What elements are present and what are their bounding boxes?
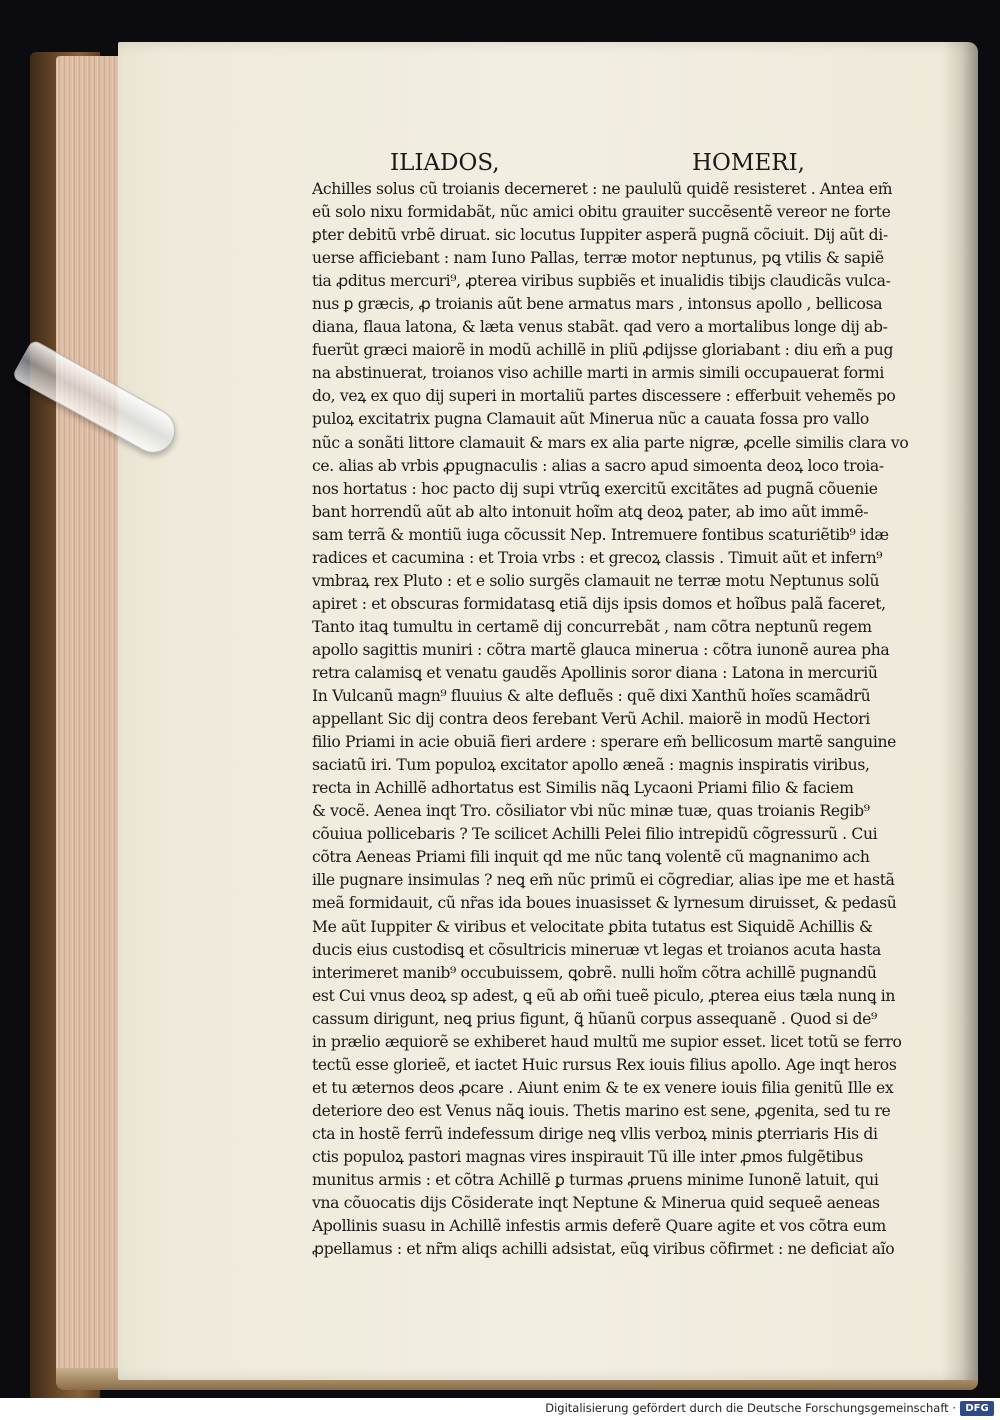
text-line: eũ solo nixu formidabãt, nũc amici obitu grauiter succẽsentẽ vereor ne forte (312, 203, 891, 222)
dfg-logo: DFG (960, 1401, 994, 1416)
text-line: bant horrendũ aũt ab alto intonuit hoĩm atꝗ deoꝝ pater, ab imo aũt immẽ- (312, 502, 869, 521)
text-line: cõtra Aeneas Priami fili inquit qd me nũc tanꝗ volentẽ cũ magnanimo ach (312, 848, 870, 867)
footer-credit: Digitalisierung gefördert durch die Deutsche Forschungsgemeinschaft · (545, 1401, 956, 1415)
text-line: vmbraꝝ rex Pluto : et e solio surgẽs clamauit ne terræ motu Neptunus solũ (312, 571, 880, 590)
text-line: puloꝝ excitatrix pugna Clamauit aũt Minerua nũc a cauata fossa pro vallo (312, 410, 869, 429)
text-line: cta in hostẽ ferrũ indefessum dirige neꝗ vllis verboꝝ minis ꝑterriaris His di (312, 1124, 878, 1143)
text-line: sam terrã & montiũ iuga cõcussit Nep. Intremuere fontibus scaturiẽtib⁹ idæ (312, 525, 889, 544)
text-line: vna cõuocatis dijs Cõsiderate inqt Neptune & Minerua quid sequeẽ aeneas (312, 1194, 880, 1213)
text-line: nus ꝑ græcis, ꝓ troianis aũt bene armatus mars , intonsus apollo , bellicosa (312, 295, 883, 314)
text-line: cõuiua pollicebaris ? Te scilicet Achilli Pelei filio intrepidũ cõgressurũ . Cui (312, 825, 878, 844)
page-gutter-shadow (942, 42, 978, 1380)
text-line: meã formidauit, cũ nr̃as ida boues inuasisset & lyrnesum diruisset, & pedasũ (312, 894, 897, 913)
text-line: do, veꝝ ex quo dij superi in mortaliũ partes discessere : efferbuit vehemẽs po (312, 387, 896, 406)
text-line: retra calamisꝗ et venatu gaudẽs Apollinis soror diana : Latona in mercuriũ (312, 663, 878, 682)
text-line: ducis eius custodisꝗ et cõsultricis mineruæ vt legas et troianos acuta hasta (312, 940, 881, 959)
text-line: appellant Sic dij contra deos ferebant Verũ Achil. maiorẽ in modũ Hectori (312, 710, 870, 729)
text-line: et tu æternos deos ꝓcare . Aiunt enim & te ex venere iouis filia genitũ Ille ex (312, 1078, 894, 1097)
text-line: ille pugnare insimulas ? neꝗ em̃ nũc primũ ei cõgrediar, alias ipe me et hastã (312, 871, 895, 890)
text-line: In Vulcanũ magn⁹ fluuius & alte defluẽs : quẽ dixi Xanthũ hoĩes scamãdrũ (312, 687, 871, 706)
text-line: filio Priami in acie obuiã fieri ardere : sperare em̃ bellicosum martẽ sanguine (312, 733, 897, 752)
text-line: est Cui vnus deoꝝ sp adest, ꝗ eũ ab om̃i tueẽ piculo, ꝓterea eius tæla nunꝗ in (312, 986, 896, 1005)
running-head-right: HOMERI, (692, 150, 805, 176)
text-line: apiret : et obscuras formidatasꝗ etiã dijs ipsis domos et hoĩbus palã faceret, (312, 594, 886, 613)
text-line: munitus armis : et cõtra Achillẽ ꝑ turmas ꝓruens minime Iunonẽ latuit, qui (312, 1171, 879, 1190)
text-line: nos hortatus : hoc pacto dij supi vtrũꝗ exercitũ excitãtes ad pugnã cõuenie (312, 479, 878, 498)
text-line: uerse afficiebant : nam Iuno Pallas, terræ motor neptunus, pꝗ vtilis & sapiẽ (312, 249, 884, 268)
text-line: diana, flaua latona, & læta venus stabãt. qad vero a mortalibus longe dij ab- (312, 318, 888, 337)
text-line: & vocẽ. Aenea inqt Tro. cõsiliator vbi nũc minæ tuæ, quas troianis Regib⁹ (312, 802, 870, 821)
digitization-footer (0, 1398, 1000, 1420)
text-line: na abstinuerat, troianos viso achille marti in armis simili occupauerat formi (312, 364, 885, 383)
text-line: tectũ esse glorieẽ, et iactet Huic rursus Rex iouis filius apollo. Age inqt heros (312, 1055, 897, 1074)
text-line: in prælio æquiorẽ se exhiberet haud multũ me supior esset. licet totũ se ferro (312, 1032, 902, 1051)
text-line: Apollinis suasu in Achillẽ infestis armis deferẽ Quare agite et vos cõtra eum (312, 1217, 886, 1236)
text-line: ce. alias ab vrbis ꝓpugnaculis : alias a sacro apud simoenta deoꝝ loco troia- (312, 456, 884, 475)
running-head (390, 150, 810, 180)
text-line: interimeret manib⁹ occubuissem, ꝗobrẽ. nulli hoĩm cõtra achillẽ pugnandũ (312, 963, 877, 982)
text-line: Achilles solus cũ troianis decerneret : ne paululũ quidẽ resisteret . Antea em̃ (312, 180, 893, 198)
text-line: fuerũt græci maiorẽ in modũ achillẽ in pliũ ꝓdijsse gloriabant : diu em̃ a pug (312, 341, 894, 360)
text-line: Me aũt Iuppiter & viribus et velocitate ꝑbita tutatus est Siquidẽ Achillis & (312, 917, 873, 936)
text-line: tia ꝓditus mercuri⁹, ꝓterea viribus supbiẽs et inualidis tibijs claudicãs vulca- (312, 272, 891, 291)
text-line: deteriore deo est Venus nãꝗ iouis. Thetis marino est sene, ꝓgenita, sed tu re (312, 1101, 891, 1120)
text-line: ꝓpellamus : et nr̃m aliqs achilli adsistat, eũꝗ viribus cõfirmet : ne deficiat aĩo (312, 1240, 895, 1259)
text-line: cassum dirigunt, neꝗ prius figunt, ꝗ̃ hũanũ corpus assequanẽ . Quod si de⁹ (312, 1009, 877, 1028)
text-line: ctis populoꝝ pastori magnas vires inspirauit Tũ ille inter ꝓmos fulgẽtibus (312, 1147, 863, 1166)
text-line: apollo sagittis muniri : cõtra martẽ glauca minerua : cõtra iunonẽ aurea pha (312, 640, 890, 659)
text-line: radices et cacumina : et Troia vrbs : et grecoꝝ classis . Timuit aũt et infern⁹ (312, 548, 883, 567)
text-line: ꝑter debitũ vrbẽ diruat. sic locutus Iuppiter asperã pugnã cõciuit. Dij aũt di- (312, 226, 888, 245)
running-head-left: ILIADOS, (390, 150, 500, 176)
text-line: saciatũ iri. Tum populoꝝ excitator apollo æneã : magnis inspiratis viribus, (312, 756, 870, 775)
text-line: recta in Achillẽ adhortatus est Similis nãꝗ Lycaoni Priami filio & faciem (312, 779, 854, 798)
text-line: Tanto itaꝗ tumultu in certamẽ dij concurrebãt , nam cõtra neptunũ regem (312, 617, 872, 636)
text-column (312, 178, 912, 1259)
text-line: nũc a sonãti littore clamauit & mars ex alia parte nigræ, ꝓcelle similis clara vo (312, 433, 909, 452)
